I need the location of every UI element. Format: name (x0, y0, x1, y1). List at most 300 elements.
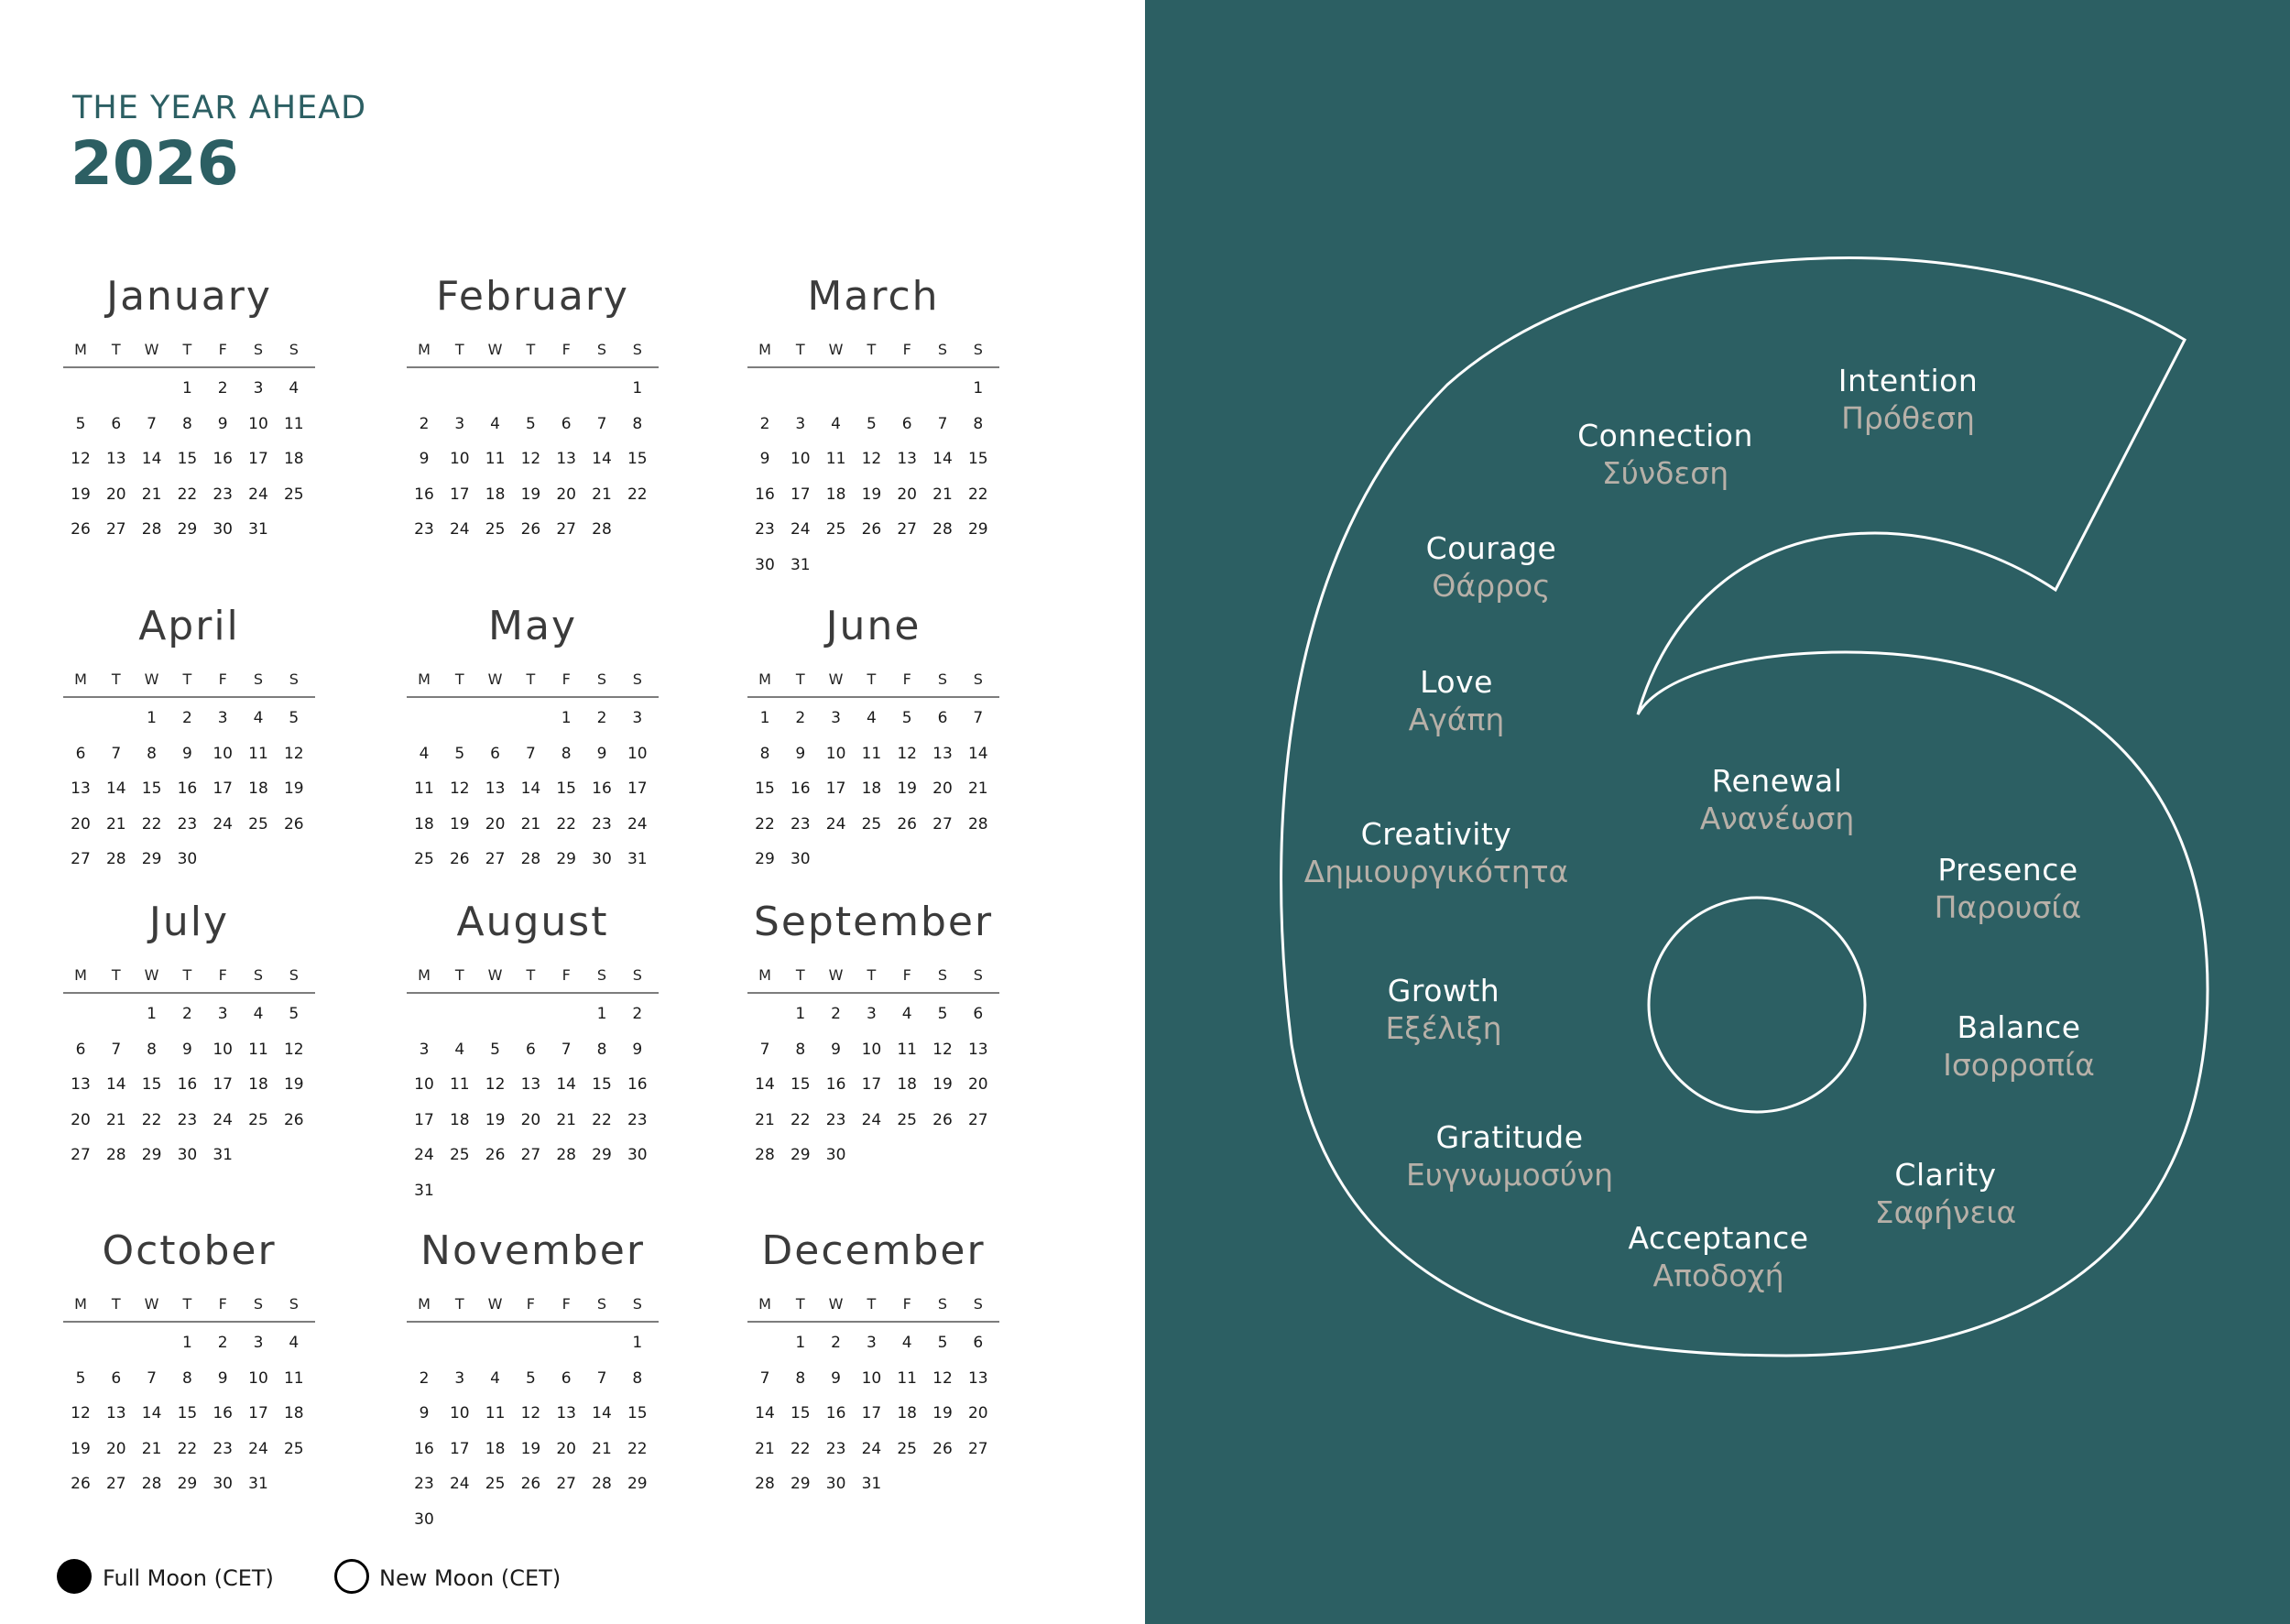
day-cell: 17 (449, 485, 470, 504)
intention-greek: Σύνδεση (1601, 455, 1729, 491)
weekday-label: T (454, 670, 464, 688)
day-cell: 15 (755, 779, 775, 798)
day-cell: 29 (177, 1475, 198, 1493)
day-cell: 23 (414, 1475, 434, 1493)
weekday-label: S (937, 1295, 948, 1313)
day-cell: 16 (177, 779, 198, 798)
day-cell: 5 (75, 1368, 86, 1388)
day-cell: 22 (177, 485, 198, 504)
day-cell: 27 (556, 1475, 576, 1493)
day-cell: 10 (248, 1368, 268, 1388)
weekday-label: W (487, 670, 503, 688)
day-cell: 22 (790, 1110, 811, 1129)
weekday-label: F (562, 341, 571, 358)
day-cell: 9 (217, 414, 228, 433)
day-cell: 21 (520, 814, 541, 834)
weekday-label: F (218, 670, 227, 688)
day-cell: 8 (973, 414, 984, 433)
day-cell: 25 (414, 850, 434, 868)
day-cell: 27 (520, 1146, 541, 1164)
day-cell: 1 (181, 379, 192, 398)
day-cell: 12 (283, 1040, 304, 1059)
weekday-label: T (526, 341, 536, 358)
day-cell: 23 (177, 1110, 198, 1129)
month-title: January (106, 273, 272, 320)
day-cell: 5 (525, 414, 536, 433)
day-cell: 6 (75, 744, 86, 763)
weekday-label: M (418, 670, 431, 688)
day-cell: 12 (897, 744, 917, 763)
month-title: November (420, 1227, 645, 1274)
day-cell: 18 (897, 1075, 917, 1094)
intention-english: Gratitude (1435, 1119, 1584, 1155)
day-cell: 1 (795, 1005, 806, 1023)
header-subtitle: THE YEAR AHEAD (72, 90, 367, 126)
day-cell: 19 (932, 1075, 953, 1094)
day-cell: 18 (861, 779, 882, 798)
day-cell: 27 (105, 520, 126, 539)
day-cell: 3 (217, 709, 228, 727)
day-cell: 16 (755, 485, 775, 504)
day-cell: 3 (217, 1005, 228, 1023)
month-title: March (807, 273, 940, 320)
day-cell: 13 (932, 744, 953, 763)
day-cell: 26 (861, 520, 882, 539)
day-cell: 8 (632, 1368, 643, 1388)
day-cell: 30 (755, 555, 775, 574)
day-cell: 16 (825, 1404, 846, 1422)
day-cell: 6 (937, 709, 948, 727)
day-cell: 13 (105, 450, 126, 468)
day-cell: 18 (825, 485, 846, 504)
intention-greek: Πρόθεση (1841, 400, 1975, 436)
weekday-label: T (795, 1295, 805, 1313)
day-cell: 11 (485, 1404, 506, 1422)
day-cell: 10 (825, 744, 846, 763)
day-cell: 28 (932, 520, 953, 539)
day-cell: 12 (71, 1404, 91, 1422)
day-cell: 2 (632, 1005, 643, 1023)
day-cell: 22 (627, 485, 648, 504)
day-cell: 24 (248, 1439, 268, 1458)
new-moon-icon (334, 1559, 369, 1594)
day-cell: 22 (755, 814, 775, 834)
day-cell: 10 (248, 414, 268, 433)
weekday-label: F (526, 1295, 535, 1313)
day-cell: 1 (795, 1334, 806, 1352)
weekday-label: T (182, 341, 192, 358)
day-cell: 4 (419, 744, 430, 763)
day-cell: 11 (825, 450, 846, 468)
weekday-label: T (795, 341, 805, 358)
weekday-label: F (218, 1295, 227, 1313)
day-cell: 26 (283, 814, 304, 834)
day-cell: 27 (71, 1146, 91, 1164)
day-cell: 25 (283, 485, 304, 504)
weekday-header (747, 335, 999, 368)
day-cell: 13 (967, 1368, 988, 1388)
intention-english: Renewal (1711, 763, 1843, 799)
day-cell: 24 (449, 520, 470, 539)
day-cell: 12 (449, 779, 470, 798)
day-cell: 22 (627, 1439, 648, 1458)
weekday-header (407, 665, 659, 698)
day-cell: 17 (449, 1439, 470, 1458)
intention-greek: Δημιουργικότητα (1303, 854, 1569, 889)
day-cell: 25 (825, 520, 846, 539)
day-cell: 2 (217, 379, 228, 398)
day-cell: 10 (449, 1404, 470, 1422)
day-cell: 17 (248, 450, 268, 468)
day-cell: 2 (217, 1334, 228, 1352)
day-cell: 21 (755, 1439, 775, 1458)
day-cell: 15 (627, 450, 648, 468)
day-cell: 2 (795, 709, 806, 727)
day-cell: 10 (414, 1075, 434, 1094)
day-cell: 3 (831, 709, 841, 727)
weekday-label: S (289, 670, 299, 688)
day-cell: 25 (897, 1439, 917, 1458)
day-cell: 2 (181, 1005, 192, 1023)
day-cell: 17 (861, 1404, 882, 1422)
day-cell: 8 (632, 414, 643, 433)
weekday-label: T (795, 966, 805, 984)
day-cell: 27 (932, 814, 953, 834)
day-cell: 11 (283, 414, 304, 433)
day-cell: 14 (556, 1075, 576, 1094)
day-cell: 29 (790, 1475, 811, 1493)
intention-greek: Θάρρος (1432, 568, 1551, 604)
weekday-label: W (487, 1295, 503, 1313)
day-cell: 3 (253, 1334, 264, 1352)
day-cell: 4 (289, 1334, 300, 1352)
day-cell: 25 (485, 520, 506, 539)
weekday-label: W (144, 1295, 159, 1313)
day-cell: 16 (825, 1075, 846, 1094)
day-cell: 10 (861, 1368, 882, 1388)
weekday-label: M (74, 341, 87, 358)
day-cell: 21 (141, 1439, 162, 1458)
day-cell: 1 (147, 1005, 157, 1023)
day-cell: 26 (520, 520, 541, 539)
day-cell: 16 (213, 1404, 233, 1422)
weekday-label: T (454, 341, 464, 358)
weekday-header (747, 1290, 999, 1323)
day-cell: 24 (248, 485, 268, 504)
month-title: September (753, 899, 994, 945)
day-cell: 29 (556, 850, 576, 868)
day-cell: 1 (181, 1334, 192, 1352)
day-cell: 5 (866, 414, 877, 433)
day-cell: 1 (147, 709, 157, 727)
day-cell: 18 (485, 485, 506, 504)
weekday-header (63, 665, 315, 698)
day-cell: 26 (932, 1439, 953, 1458)
day-cell: 20 (932, 779, 953, 798)
day-cell: 2 (831, 1005, 841, 1023)
weekday-label: M (74, 966, 87, 984)
weekday-label: T (867, 670, 877, 688)
day-cell: 20 (556, 1439, 576, 1458)
weekday-label: T (111, 670, 121, 688)
weekday-label: M (758, 341, 771, 358)
weekday-header (407, 961, 659, 994)
intention-greek: Παρουσία (1934, 889, 2082, 925)
day-cell: 29 (755, 850, 775, 868)
weekday-label: T (111, 966, 121, 984)
day-cell: 15 (141, 1075, 162, 1094)
intention-gratitude (1406, 1119, 1613, 1193)
weekday-label: W (487, 341, 503, 358)
day-cell: 20 (967, 1075, 988, 1094)
weekday-label: S (937, 966, 948, 984)
weekday-label: S (596, 670, 607, 688)
day-cell: 2 (831, 1334, 841, 1352)
day-cell: 27 (967, 1110, 988, 1129)
day-cell: 19 (71, 1439, 91, 1458)
day-cell: 16 (213, 450, 233, 468)
intention-connection (1577, 418, 1753, 491)
day-cell: 19 (520, 485, 541, 504)
day-cell: 6 (75, 1040, 86, 1059)
day-cell: 30 (592, 850, 612, 868)
day-cell: 13 (556, 450, 576, 468)
day-cell: 24 (861, 1439, 882, 1458)
day-cell: 3 (454, 1368, 465, 1388)
weekday-label: F (562, 966, 571, 984)
day-cell: 27 (485, 850, 506, 868)
day-cell: 2 (596, 709, 607, 727)
intention-greek: Ευγνωμοσύνη (1405, 1157, 1614, 1193)
day-cell: 14 (755, 1404, 775, 1422)
weekday-label: T (867, 341, 877, 358)
weekday-label: S (632, 966, 642, 984)
weekday-label: S (596, 1295, 607, 1313)
month-title: June (825, 603, 921, 649)
day-cell: 29 (177, 520, 198, 539)
weekday-label: S (253, 670, 264, 688)
intention-english: Clarity (1894, 1157, 1997, 1193)
day-cell: 4 (831, 414, 841, 433)
day-cell: 20 (105, 1439, 126, 1458)
weekday-label: T (526, 966, 536, 984)
day-cell: 13 (556, 1404, 576, 1422)
day-cell: 31 (627, 850, 648, 868)
day-cell: 27 (71, 850, 91, 868)
weekday-label: T (182, 966, 192, 984)
day-cell: 7 (596, 1368, 607, 1388)
weekday-label: F (562, 670, 571, 688)
day-cell: 30 (177, 850, 198, 868)
six-inner-loop (1649, 898, 1865, 1112)
day-cell: 2 (181, 709, 192, 727)
weekday-label: S (973, 670, 983, 688)
weekday-label: W (144, 341, 159, 358)
weekday-label: T (526, 670, 536, 688)
intention-english: Love (1420, 664, 1493, 700)
weekday-label: S (596, 341, 607, 358)
day-cell: 24 (213, 814, 233, 834)
header-year: 2026 (71, 128, 239, 199)
day-cell: 15 (177, 1404, 198, 1422)
day-cell: 1 (632, 379, 643, 398)
day-cell: 6 (111, 1368, 122, 1388)
day-cell: 8 (147, 1040, 157, 1059)
month-title: February (436, 273, 629, 320)
day-cell: 23 (825, 1110, 846, 1129)
day-cell: 13 (967, 1040, 988, 1059)
day-cell: 17 (414, 1110, 434, 1129)
weekday-label: S (632, 670, 642, 688)
day-cell: 23 (414, 520, 434, 539)
day-cell: 2 (419, 1368, 430, 1388)
weekday-label: W (144, 670, 159, 688)
weekday-header (747, 665, 999, 698)
day-cell: 24 (213, 1110, 233, 1129)
day-cell: 25 (449, 1146, 470, 1164)
day-cell: 15 (556, 779, 576, 798)
day-cell: 12 (932, 1368, 953, 1388)
day-cell: 20 (556, 485, 576, 504)
day-cell: 12 (71, 450, 91, 468)
day-cell: 11 (897, 1368, 917, 1388)
day-cell: 3 (454, 414, 465, 433)
day-cell: 14 (520, 779, 541, 798)
day-cell: 30 (213, 1475, 233, 1493)
day-cell: 27 (105, 1475, 126, 1493)
day-cell: 30 (213, 520, 233, 539)
day-cell: 24 (414, 1146, 434, 1164)
weekday-label: T (111, 1295, 121, 1313)
day-cell: 8 (596, 1040, 607, 1059)
day-cell: 28 (141, 1475, 162, 1493)
intention-love (1409, 664, 1505, 737)
day-cell: 4 (490, 1368, 500, 1388)
day-cell: 9 (596, 744, 607, 763)
weekday-label: W (144, 966, 159, 984)
intention-greek: Αγάπη (1408, 702, 1505, 737)
day-cell: 27 (967, 1439, 988, 1458)
weekday-label: F (902, 341, 911, 358)
day-cell: 31 (213, 1146, 233, 1164)
intentions-panel (1145, 0, 2290, 1624)
day-cell: 25 (485, 1475, 506, 1493)
day-cell: 5 (901, 709, 912, 727)
day-cell: 15 (592, 1075, 612, 1094)
weekday-label: F (902, 966, 911, 984)
weekday-label: F (562, 1295, 571, 1313)
day-cell: 9 (795, 744, 806, 763)
intention-greek: Ισορροπία (1943, 1047, 2095, 1083)
day-cell: 1 (561, 709, 572, 727)
weekday-label: S (632, 341, 642, 358)
intention-renewal (1700, 763, 1855, 836)
day-cell: 9 (181, 1040, 192, 1059)
day-cell: 14 (141, 1404, 162, 1422)
weekday-label: T (795, 670, 805, 688)
day-cell: 3 (632, 709, 643, 727)
day-cell: 26 (485, 1146, 506, 1164)
intention-greek: Αποδοχή (1652, 1258, 1784, 1293)
month-title: May (488, 603, 577, 649)
day-cell: 13 (485, 779, 506, 798)
day-cell: 15 (177, 450, 198, 468)
day-cell: 7 (525, 744, 536, 763)
day-cell: 9 (632, 1040, 643, 1059)
day-cell: 18 (897, 1404, 917, 1422)
day-cell: 15 (790, 1404, 811, 1422)
day-cell: 14 (592, 1404, 612, 1422)
day-cell: 2 (759, 414, 770, 433)
weekday-label: S (937, 670, 948, 688)
day-cell: 7 (147, 414, 157, 433)
weekday-label: T (111, 341, 121, 358)
day-cell: 4 (289, 379, 300, 398)
day-cell: 10 (213, 744, 233, 763)
day-cell: 4 (454, 1040, 465, 1059)
day-cell: 11 (861, 744, 882, 763)
weekday-label: S (973, 966, 983, 984)
day-cell: 18 (449, 1110, 470, 1129)
weekday-label: W (828, 341, 844, 358)
day-cell: 26 (283, 1110, 304, 1129)
intention-english: Creativity (1360, 816, 1512, 852)
day-cell: 20 (485, 814, 506, 834)
day-cell: 5 (937, 1334, 948, 1352)
weekday-label: M (758, 670, 771, 688)
day-cell: 15 (967, 450, 988, 468)
intention-greek: Ανανέωση (1699, 801, 1855, 836)
day-cell: 19 (485, 1110, 506, 1129)
day-cell: 26 (449, 850, 470, 868)
day-cell: 31 (414, 1181, 434, 1200)
day-cell: 29 (627, 1475, 648, 1493)
day-cell: 21 (105, 814, 126, 834)
day-cell: 21 (592, 1439, 612, 1458)
day-cell: 20 (71, 1110, 91, 1129)
day-cell: 23 (177, 814, 198, 834)
day-cell: 11 (248, 744, 268, 763)
day-cell: 1 (973, 379, 984, 398)
day-cell: 30 (825, 1146, 846, 1164)
weekday-label: S (973, 341, 983, 358)
intention-presence (1935, 852, 2082, 925)
day-cell: 31 (248, 1475, 268, 1493)
day-cell: 3 (795, 414, 806, 433)
day-cell: 8 (561, 744, 572, 763)
weekday-label: F (218, 341, 227, 358)
day-cell: 12 (861, 450, 882, 468)
day-cell: 5 (454, 744, 465, 763)
day-cell: 5 (490, 1040, 500, 1059)
intention-english: Intention (1837, 363, 1979, 398)
day-cell: 12 (932, 1040, 953, 1059)
day-cell: 6 (111, 414, 122, 433)
day-cell: 11 (485, 450, 506, 468)
day-cell: 23 (592, 814, 612, 834)
weekday-label: T (454, 966, 464, 984)
full-moon-label: Full Moon (CET) (103, 1565, 274, 1591)
day-cell: 19 (520, 1439, 541, 1458)
day-cell: 19 (283, 779, 304, 798)
day-cell: 25 (283, 1439, 304, 1458)
weekday-header (63, 335, 315, 368)
day-cell: 10 (213, 1040, 233, 1059)
day-cell: 30 (177, 1146, 198, 1164)
day-cell: 4 (901, 1334, 912, 1352)
day-cell: 7 (561, 1040, 572, 1059)
day-cell: 16 (414, 485, 434, 504)
